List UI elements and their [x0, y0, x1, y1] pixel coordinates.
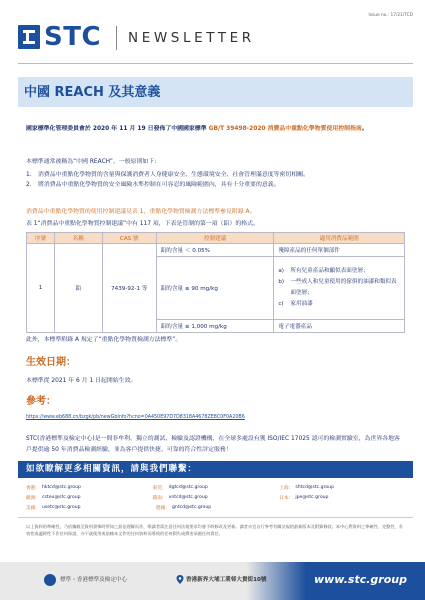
control-cell: 鉛的含量 ≤ 90 mg/kg	[156, 257, 274, 320]
newsletter-label: NEWSLETTER	[128, 30, 255, 46]
stc-logo-icon	[18, 25, 40, 49]
intro-prefix: 國家標準化管理委員會於 2020 年 11 月 19 日發佈了中國國家標準	[26, 126, 209, 132]
scope-item-label: b)	[278, 279, 285, 285]
contact-entry	[279, 485, 406, 491]
contact-region: 上海:	[279, 486, 291, 491]
scope-item-text: 所有兒童產品和顯似表面塗層；	[290, 268, 369, 274]
header-divider	[116, 26, 117, 50]
contact-email[interactable]: csteu@stc.group	[42, 495, 81, 500]
serial-cell: 1	[27, 244, 55, 333]
scope-item-text: 家用油漆	[290, 301, 313, 307]
logo-text: STC	[44, 22, 102, 52]
intro-suffix: 。	[361, 126, 368, 132]
standard-highlight: GB/T 39498-2020 消費品中重點化學物質使用控制指南	[208, 126, 362, 132]
scope-item	[278, 277, 400, 299]
scope-cell: 電子電器產品	[274, 320, 405, 333]
header-rule	[18, 63, 413, 64]
contact-email[interactable]: gntcd@stc.group	[172, 505, 212, 510]
contact-region: 越南:	[152, 496, 164, 501]
stc-introduction: STC(香港標準及檢定中心)是一間非牟利、獨立的測試、檢驗及認證機構，在全球多處設有獲 ISO/IEC 17025 認可的檢測實驗室，為世界各地客戶提供逾 50 年消費品檢測經驗，並為客戶提供快捷、可靠的符合性評定服務！	[26, 436, 400, 453]
header-scope: 適用消費品範圍	[274, 233, 405, 244]
contact-region: 美國:	[26, 506, 37, 511]
list-item	[26, 180, 406, 190]
contact-email[interactable]: hktcd@stc.group	[42, 485, 81, 490]
contact-entry	[26, 505, 156, 511]
control-cell: 鉛的含量 ≤ 1,000 mg/kg	[156, 320, 274, 333]
footer	[0, 562, 425, 600]
effective-date-heading: 生效日期：	[26, 357, 76, 368]
principles-intro: 本標準通常被稱為“中國 REACH”，一般原則如下：	[26, 159, 161, 165]
scope-item-label: a)	[278, 268, 284, 274]
scope-cell	[274, 257, 405, 320]
contact-region: 日本:	[279, 496, 291, 501]
list-text: 消費品中重點化學物質的含量與保護消費者人身健康安全、生態環境安全、社會管理滿意度等密切相關。	[38, 172, 309, 178]
principles-list	[26, 170, 406, 190]
substance-name-cell: 鉛	[54, 244, 102, 333]
contact-entry	[26, 495, 153, 501]
contacts-grid	[26, 483, 406, 513]
scope-item	[278, 299, 400, 310]
contacts-divider	[18, 517, 413, 518]
footer-address: 香港新界大埔工業邨大貴街10號	[186, 577, 267, 583]
contacts-row	[26, 503, 406, 513]
contact-entry	[156, 505, 286, 511]
cas-cell: 7439-92-1 等	[102, 244, 156, 333]
issue-number: Issue no.: 17/21/TCD	[368, 13, 413, 18]
contact-email[interactable]: dgtcd@stc.group	[168, 485, 208, 490]
list-item	[26, 170, 406, 180]
header-name: 名稱	[54, 233, 102, 244]
footer-lab-name: 標準・香港標準及檢定中心	[60, 577, 128, 583]
location-pin-icon	[176, 575, 184, 584]
table-intro: 表 1“消費品中重點化學物質控制建議”中有 117 項，下表是管制的第一項（鉛）的格式。	[26, 221, 259, 227]
contact-region: 東莞:	[152, 486, 164, 491]
list-text: 將消費品中重點化學物質的安全風險水準控制在可容忍的風險範圍內，具有十分重要的意義。	[38, 182, 280, 188]
table-header-row	[27, 233, 405, 244]
contact-email[interactable]: vntcd@stc.group	[168, 495, 208, 500]
list-number: 1.	[26, 172, 32, 178]
header-control: 控制建議	[156, 233, 274, 244]
header	[18, 18, 413, 66]
contact-title: 如欲瞭解更多相關資訊，請與我們聯繫：	[26, 464, 198, 474]
control-cell: 鉛的含量 ＜ 0.05%	[156, 244, 274, 257]
lead-control-table	[26, 232, 405, 333]
contact-band	[18, 461, 413, 478]
website-link[interactable]: www.stc.group	[313, 573, 407, 586]
contact-email[interactable]: jpe@stc.group	[295, 495, 329, 500]
list-number: 2.	[26, 182, 32, 188]
intro-paragraph	[26, 124, 404, 134]
contact-region: 德國:	[156, 506, 167, 511]
contact-region: 歐洲:	[26, 496, 37, 501]
table-reference-note: 消費品中重點化學物質的使用控制建議見表 1，重點化學物質檢測方法標準參見附錄 A。	[26, 209, 256, 215]
scope-item	[278, 266, 400, 277]
contact-entry	[153, 495, 280, 501]
title-band	[18, 77, 413, 107]
contact-entry	[153, 485, 280, 491]
page-title: 中國 REACH 及其意義	[24, 85, 161, 100]
scope-item-text: 一些成人和兒童使用的傢俱的油漆和類似表面塗層；	[290, 279, 397, 296]
disclaimer: 以上資料的準確性，乃依據截至資料發佈時所知之最佳理解而作，唯讀者需注意任何法規要求均會不時修改及更新。讀者亦宜自行參考有關法規的最新版本及附錄條款。本中心對資料之準確性、完整性、有效性或適時性不作任何保證，亦不就使用或依賴本文件的任何資料而導致的任何損失或損害承擔任何責任。	[26, 524, 403, 536]
contacts-row	[26, 493, 406, 503]
contacts-row	[26, 483, 406, 493]
contact-entry	[279, 495, 406, 501]
header-serial: 序號	[27, 233, 55, 244]
contact-entry	[26, 485, 153, 491]
header-cas: CAS 號	[102, 233, 156, 244]
effective-date-text: 本標準從 2021 年 6 月 1 日起開始生效。	[26, 378, 137, 384]
annex-note: 此外，本標準附錄 A 規定了“重點化學物質檢測方法標準”。	[26, 337, 182, 343]
scope-cell: 殘障產品的任何單個部件	[274, 244, 405, 257]
table-row	[27, 244, 405, 257]
contact-email[interactable]: usetc@stc.group	[42, 505, 81, 510]
contact-region: 香港:	[26, 486, 37, 491]
reference-heading: 參考：	[26, 396, 56, 407]
scope-item-label: c)	[278, 301, 284, 307]
lab-logo-icon	[44, 574, 56, 586]
contact-email[interactable]: shtcd@stc.group	[295, 485, 335, 490]
reference-link[interactable]: https://www.eb688.cn/bzgk/pb/newGbInfo?hcno=0A450E97D7D8318A4678ZE8C0F0A20B6	[26, 415, 245, 420]
